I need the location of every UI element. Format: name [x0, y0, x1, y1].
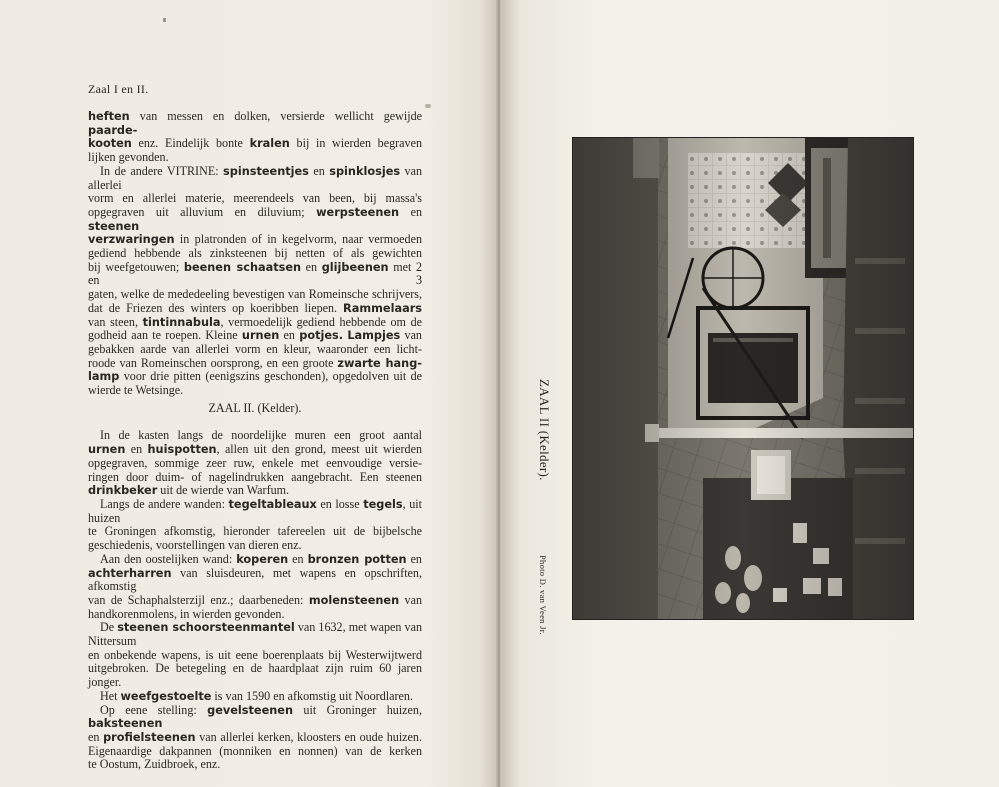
text-line	[88, 165, 422, 192]
text-run: lijken gevonden.	[88, 150, 169, 165]
text-run: bij weefgetouwen;	[88, 259, 184, 274]
text-line	[88, 192, 422, 206]
text-line	[88, 662, 422, 676]
bold-term: molensteenen	[308, 593, 400, 607]
paper-speck	[163, 18, 166, 22]
text-line	[88, 745, 422, 759]
bold-term: Rammelaars	[343, 301, 422, 315]
text-line	[88, 704, 422, 731]
text-line	[88, 302, 422, 316]
text-run: van messen en dolken, versierde wellicht gewijde	[129, 109, 422, 123]
text-run: uit de wierde van Warfum.	[157, 483, 290, 498]
text-line	[88, 151, 422, 165]
bold-term: verzwaringen	[88, 233, 175, 247]
bold-term: profielsteenen	[103, 730, 196, 744]
text-line	[88, 484, 422, 498]
text-run: wierde te Wetsinge.	[88, 383, 184, 398]
bold-term: weefgestoelte	[120, 689, 212, 703]
zaal-ii-text	[88, 429, 422, 772]
photo-plate	[573, 138, 913, 619]
text-run: te Oostum, Zuidbroek, enz.	[88, 757, 221, 772]
text-line	[88, 690, 422, 704]
text-run: gaten, welke de mededeeling bevestigen van Romeinsche schrijvers,	[88, 287, 422, 302]
bold-term: drinkbeker	[88, 484, 158, 498]
bold-term: koperen	[236, 552, 289, 566]
bold-term: kooten	[88, 137, 132, 151]
text-line	[88, 608, 422, 622]
text-run: Aan den oostelijken wand:	[100, 551, 237, 566]
text-run: uitgebroken. De betegeling en de haardplaat zijn ruim 60 jaren	[88, 661, 422, 676]
text-line	[88, 676, 422, 690]
bold-term: baksteenen	[88, 717, 163, 731]
running-head: Zaal I en II.	[88, 82, 149, 96]
body-text	[88, 110, 422, 772]
text-run: en	[308, 163, 330, 178]
section-heading: ZAAL II. (Kelder).	[208, 400, 302, 415]
text-run: enz. Eindelijk bonte	[131, 136, 250, 151]
text-line	[88, 110, 422, 137]
text-run: van allerlei kerken, kloosters en oude huizen.	[195, 729, 422, 744]
bold-term: tegels	[363, 497, 403, 511]
text-run: en	[301, 259, 322, 274]
bold-term: urnen	[241, 329, 280, 343]
text-run: van 1632, met wapen van Nittersum	[88, 620, 423, 649]
text-line	[88, 457, 422, 471]
text-line	[88, 525, 422, 539]
text-line	[88, 316, 422, 330]
text-run: en onbekende wapens, is uit eene boerenplaats bij Westerwijtwerd	[88, 647, 422, 662]
text-run: en	[399, 204, 422, 219]
text-run: van steen,	[88, 314, 143, 329]
text-run: en	[88, 729, 104, 744]
photo-credit: Photo D. van Veen Jr.	[538, 555, 548, 635]
bold-term: werpsteenen	[316, 205, 400, 219]
zaal-i-text	[88, 110, 422, 398]
text-run: De	[100, 620, 118, 635]
text-line	[88, 288, 422, 302]
text-run: van de Schaphalsterzijl enz.; daarbeneden:	[88, 592, 309, 607]
text-run: Langs de andere wanden:	[100, 496, 229, 511]
text-line	[88, 567, 422, 594]
text-run: godheid aan te roepen. Kleine	[88, 328, 242, 343]
text-line	[88, 357, 422, 371]
text-line	[88, 247, 422, 261]
text-run: uit Groninger huizen,	[293, 702, 422, 717]
text-run: , uit huizen	[88, 496, 422, 525]
text-run: jonger.	[88, 675, 122, 690]
bold-term: huispotten	[147, 443, 217, 457]
bold-term: tegeltableaux	[228, 497, 317, 511]
text-run: dat de Friezen des winters op koeribben liepen.	[88, 300, 344, 315]
text-run: bij in wierden begraven	[289, 136, 422, 151]
text-run: en	[406, 551, 422, 566]
text-run: te Groningen afkomstig, hieronder tafereelen uit de bijbelsche	[88, 524, 422, 539]
bold-term: potjes.	[299, 329, 344, 343]
text-line	[88, 621, 422, 648]
bold-term: spinklosjes	[329, 164, 401, 178]
bold-term: heften	[88, 110, 130, 123]
text-run: vorm en allerlei materie, meerendeels van been, bij massa's	[88, 191, 422, 206]
text-run: gediend hebbende als zinksteenen bij netten of als gewichten	[88, 246, 422, 261]
bold-term: glijbeenen	[321, 260, 389, 274]
text-run: van sluisdeuren, met wapens en opschriften, afkomstig	[88, 565, 422, 594]
text-line	[88, 443, 422, 457]
text-line	[88, 329, 422, 343]
bold-term: lamp	[88, 370, 120, 384]
bold-term: zwarte hang-	[337, 356, 423, 370]
text-run: en losse	[316, 496, 364, 511]
bold-term: beenen schaatsen	[183, 260, 302, 274]
text-line	[88, 539, 422, 553]
text-run: van allerlei	[88, 163, 423, 192]
ink-blot	[425, 104, 431, 108]
text-run: Eigenaardige dakpannen (monniken en nonnen) van de kerken	[88, 743, 422, 758]
text-line	[88, 649, 422, 663]
bold-term: kralen	[249, 137, 290, 151]
bold-term: steenen	[88, 219, 140, 233]
text-line	[88, 498, 422, 525]
text-line	[88, 206, 422, 233]
text-run: geschiedenis, voorstellingen van dieren enz.	[88, 538, 302, 553]
bold-term: gevelsteenen	[207, 703, 293, 717]
bold-term: tintinnabula	[142, 315, 221, 329]
bold-term: paarde-	[88, 123, 138, 137]
text-run: ringen door duim- of nagelindrukken aangebracht. Een steenen	[88, 469, 422, 484]
text-line	[88, 471, 422, 485]
text-line	[88, 261, 422, 288]
text-run: en	[125, 442, 148, 457]
text-run: en	[288, 551, 308, 566]
text-run: is van 1590 en afkomstig uit Noordlaren.	[211, 688, 413, 703]
text-run: handkorenmolens, in wierden gevonden.	[88, 606, 285, 621]
text-line	[88, 343, 422, 357]
plate-caption: ZAAL II (Kelder).	[537, 379, 552, 481]
text-run: voor drie pitten (eenigszins geschonden), opgedolven uit de	[119, 369, 422, 384]
text-line	[88, 137, 422, 151]
bold-term: steenen schoorsteenmantel	[117, 621, 295, 635]
text-run: van	[400, 328, 422, 343]
text-run: In de kasten langs de noordelijke muren een groot aantal	[100, 428, 422, 443]
text-line	[88, 370, 422, 384]
text-run: opgegraven uit alluvium en diluvium;	[88, 204, 317, 219]
bold-term: achterharren	[88, 566, 172, 580]
text-line	[88, 429, 422, 443]
bold-term: bronzen potten	[307, 552, 407, 566]
bold-term: spinsteentjes	[223, 164, 309, 178]
text-run: in platronden of in kegelvorm, naar vermoeden	[174, 232, 422, 247]
photo-illustration	[573, 138, 913, 619]
text-run: , vermoedelijk gediend hebbende om de	[220, 314, 423, 329]
text-line	[88, 553, 422, 567]
text-line	[88, 731, 422, 745]
text-line	[88, 233, 422, 247]
text-run: Het	[100, 688, 121, 703]
text-run: en	[279, 328, 300, 343]
text-run: Op eene stelling:	[100, 702, 208, 717]
text-run: van	[399, 592, 422, 607]
text-run: roode van Romeinschen oorsprong, en een groote	[88, 355, 338, 370]
text-line	[88, 384, 422, 398]
text-run: In de andere VITRINE:	[100, 163, 224, 178]
text-run: gebakken aarde van allerlei vorm en kleur, waaronder een licht-	[88, 341, 422, 356]
text-line	[88, 594, 422, 608]
text-line	[88, 758, 422, 772]
bold-term: urnen	[88, 443, 126, 457]
text-run: opgegraven, sommige zeer ruw, enkele met eenvoudige versie-	[88, 455, 422, 470]
text-run: , allen uit den grond, meest uit wierden	[216, 442, 422, 457]
bold-term: Lampjes	[347, 329, 401, 343]
text-run: met 2 en 3	[88, 259, 422, 288]
